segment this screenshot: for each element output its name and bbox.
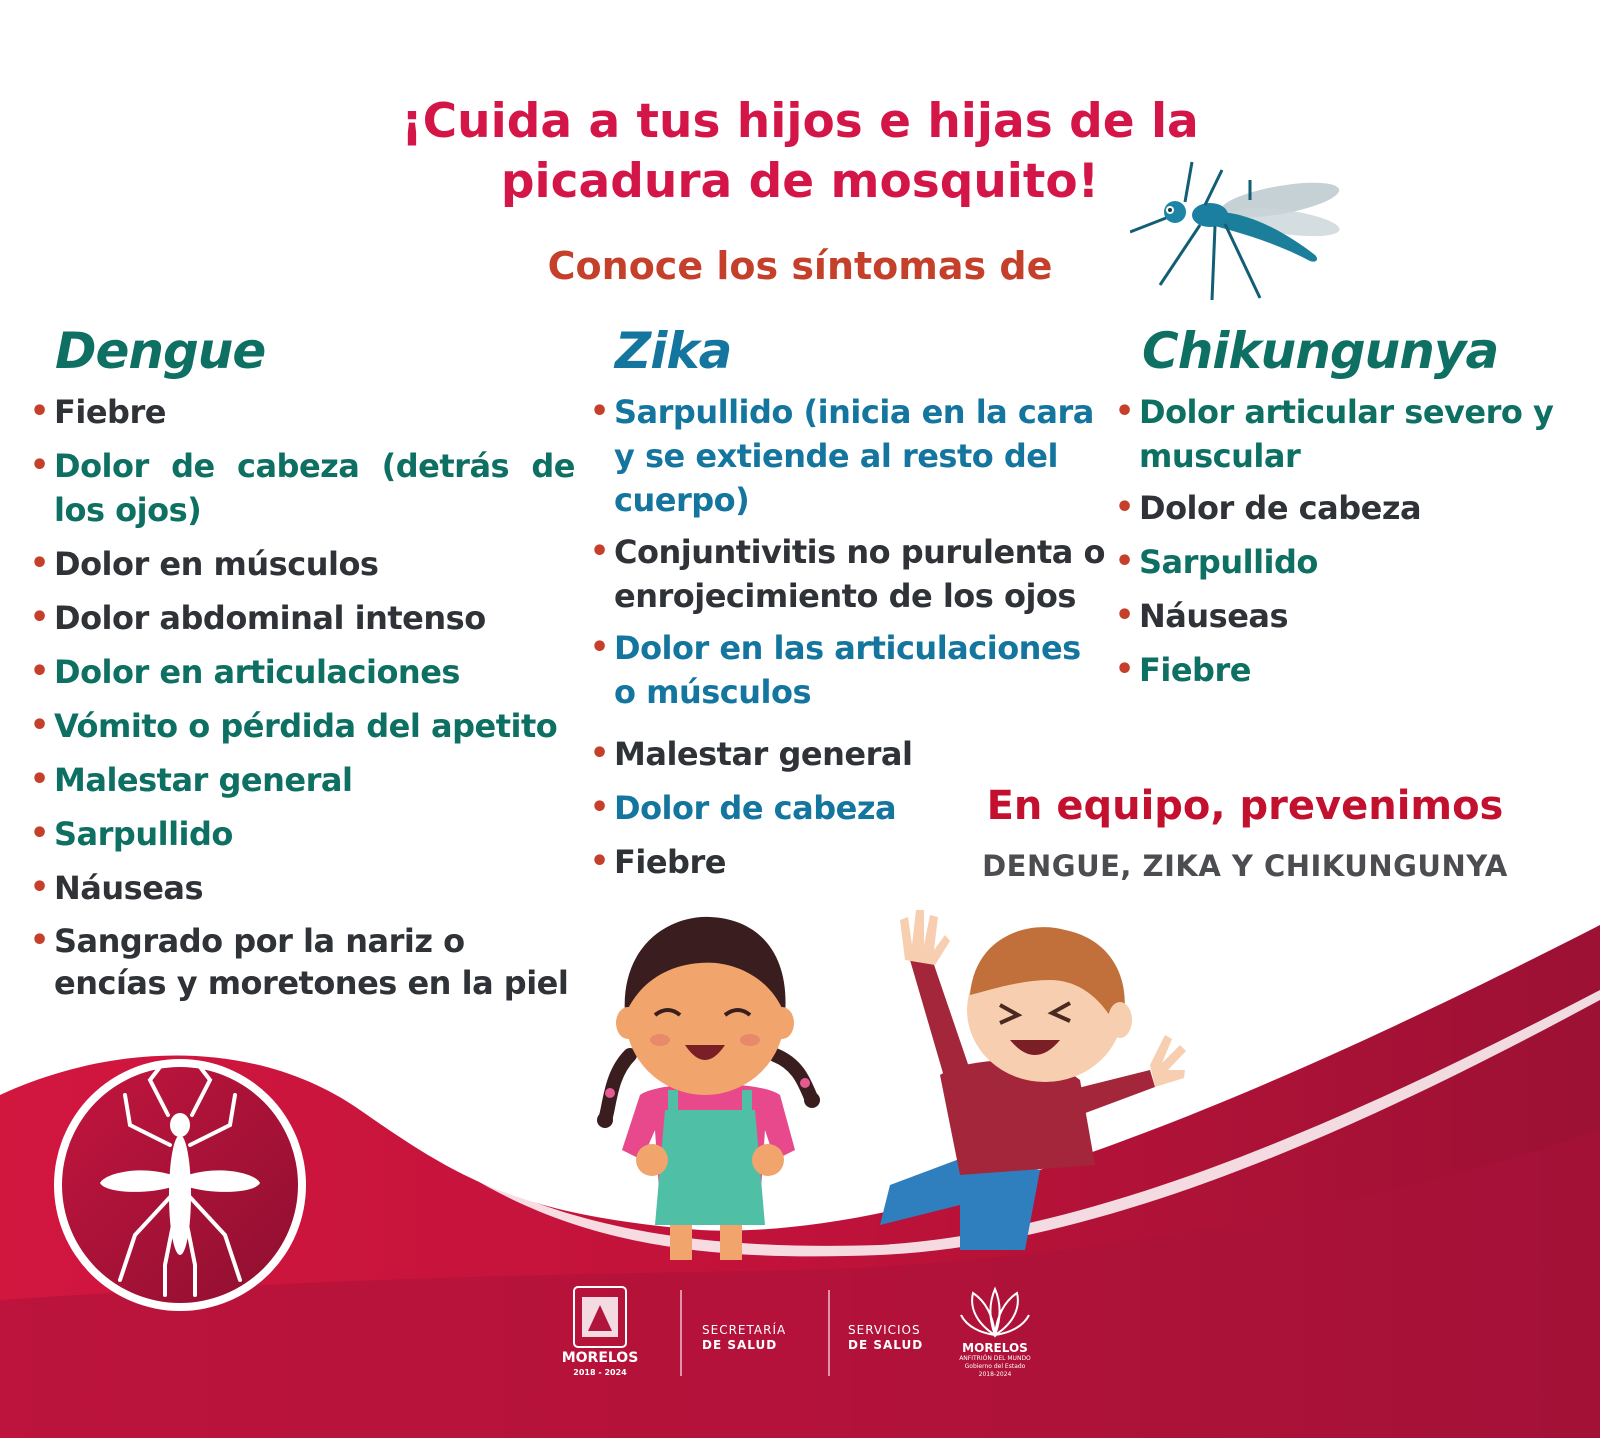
morelos-anfitrion-label: MORELOS [962,1341,1028,1355]
list-item: • Sarpullido [30,812,575,856]
list-item: • Fiebre [1115,648,1560,692]
zika-title: Zika [615,322,732,380]
list-item: • Fiebre [30,390,575,434]
list-item: • Náuseas [30,866,575,910]
boy-illustration [850,905,1190,1265]
morelos-anfitrion-logo [940,1285,1050,1379]
page-title [0,92,1600,212]
footer-divider [828,1290,830,1376]
list-item: • Dolor en articulaciones [30,650,575,694]
morelos-seal-logo [540,1285,660,1395]
morelos-years: 2018 - 2024 [573,1368,627,1377]
list-item: • Dolor de cabeza [590,786,1110,830]
list-item: • Conjuntivitis no purulenta o enrojecimiento de los ojos [590,530,1110,618]
secretaria-salud-logo [702,1323,822,1353]
chikungunya-title: Chikungunya [1142,322,1499,380]
list-item: • Dolor abdominal intenso [30,596,575,640]
list-item: • Sangrado por la nariz o encías y moretones en la piel [30,920,575,1004]
list-item: • Vómito o pérdida del apetito [30,704,575,748]
servicios-line2: DE SALUD [848,1338,924,1352]
girl-illustration [590,905,830,1265]
list-item: • Dolor de cabeza [1115,486,1560,530]
list-item: • Fiebre [590,840,1110,884]
list-item: • Malestar general [590,732,1110,776]
mosquito-illustration [1130,160,1350,310]
slogan-subtitle: DENGUE, ZIKA Y CHIKUNGUNYA [982,849,1508,883]
flower-icon [959,1285,1031,1341]
title-line-2: picadura de mosquito! [500,154,1100,209]
anfitrion-gov: Gobierno del Estado [964,1363,1026,1370]
morelos-label: MORELOS [561,1350,639,1366]
secretaria-line2: DE SALUD [702,1338,778,1352]
list-item: • Dolor de cabeza (detrás de los ojos) [30,444,575,532]
list-item: • Dolor articular severo y muscular [1115,390,1560,478]
footer-divider [680,1290,682,1376]
anfitrion-years: 2018-2024 [978,1371,1012,1378]
list-item: • Dolor en músculos [30,542,575,586]
anfitrion-sub: ANFITRIÓN DEL MUNDO [959,1355,1031,1362]
chikungunya-symptom-list [1115,390,1560,692]
list-item: • Sarpullido [1115,540,1560,584]
secretaria-line1: SECRETARÍA [702,1323,787,1337]
list-item: • Malestar general [30,758,575,802]
title-line-1: ¡Cuida a tus hijos e hijas de la [401,94,1199,149]
subtitle: Conoce los síntomas de [547,244,1053,288]
list-item: • Dolor en las articulaciones o músculos [590,626,1110,714]
list-item: • Sarpullido (inicia en la cara y se extiende al resto del cuerpo) [590,390,1110,522]
slogan: En equipo, prevenimos [986,783,1504,829]
footer-logos [540,1285,1060,1405]
dengue-symptom-list [30,390,575,1004]
servicios-line1: SERVICIOS [848,1323,921,1337]
mosquito-icon [50,1055,310,1315]
seal-icon [572,1285,628,1349]
list-item: • Náuseas [1115,594,1560,638]
dengue-title: Dengue [55,322,266,380]
